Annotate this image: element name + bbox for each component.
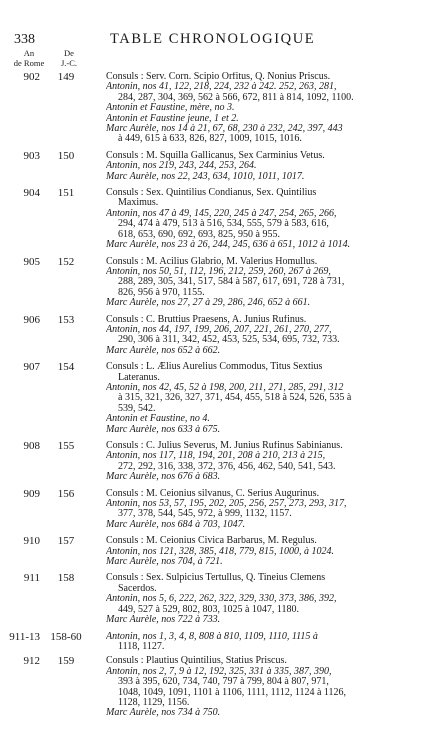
reference-line: 284, 287, 304, 369, 562 à 566, 672, 811 à 814, 1092, 1100. <box>118 92 354 103</box>
year-jc: 152 <box>57 255 75 268</box>
chronology-entry <box>0 489 446 531</box>
year-jc: 158 <box>57 572 75 585</box>
consuls-line: Consuls : Plautius Quintilius, Statius Priscus. <box>106 656 287 667</box>
reference-line: Sacerdos. <box>118 583 157 594</box>
reference-line: Antonin et Faustine jeune, 1 et 2. <box>106 113 239 124</box>
reference-line: 290, 306 à 311, 342, 452, 453, 525, 534, 695, 732, 733. <box>118 335 340 346</box>
entry-text <box>106 536 428 567</box>
reference-line: Antonin, nos 1, 3, 4, 8, 808 à 810, 1109, 1110, 1115 à <box>106 631 318 642</box>
entry-text <box>106 151 428 182</box>
column-header-rome: An de Rome <box>13 48 45 68</box>
reference-line: Antonin, nos 117, 118, 194, 201, 208 à 210, 213 à 215, <box>106 451 326 462</box>
entry-text <box>106 72 428 145</box>
page-number: 338 <box>14 32 35 47</box>
year-jc: 155 <box>57 440 75 452</box>
reference-line: Marc Aurèle, nos 722 à 733. <box>106 615 221 626</box>
reference-line: Marc Aurèle, nos 27, 27 à 29, 286, 246, 652 à 661. <box>106 298 311 309</box>
consuls-line: Consuls : M. Acilius Glabrio, M. Valerius Homullus. <box>106 256 318 267</box>
reference-line: Marc Aurèle, nos 676 à 683. <box>106 472 221 483</box>
consuls-line: Consuls : C. Julius Severus, M. Junius Rufinus Sabinianus. <box>106 441 343 451</box>
reference-line: Marc Aurèle, nos 23 à 26, 244, 245, 636 à 651, 1012 à 1014. <box>106 240 351 251</box>
year-jc: 156 <box>57 487 75 500</box>
consuls-line: Consuls : M. Ceionius silvanus, C. Serius Augurinus. <box>106 488 320 499</box>
reference-line: 618, 653, 690, 692, 693, 825, 950 à 955. <box>118 229 280 240</box>
reference-line: Antonin, nos 50, 51, 112, 196, 212, 259, 260, 267 à 269, <box>106 266 331 277</box>
chronology-entry <box>0 188 446 250</box>
consuls-line: Consuls : M. Squilla Gallicanus, Sex Carminius Vetus. <box>106 150 325 161</box>
reference-line: à 449, 615 à 633, 826, 827, 1009, 1015, 1016. <box>118 134 302 145</box>
year-rome: 909 <box>23 487 40 500</box>
chronology-entry <box>0 151 446 182</box>
entry-text <box>106 315 428 357</box>
reference-line: Maximus. <box>118 198 159 209</box>
entry-text <box>106 257 428 309</box>
year-rome: 904 <box>23 187 40 200</box>
chronology-entry <box>0 315 446 357</box>
reference-line: 377, 378, 544, 545, 972, à 999, 1132, 1157. <box>118 509 292 520</box>
year-jc: 153 <box>57 313 75 326</box>
consuls-line: Consuls : C. Bruttius Praesens, A. Junius Rufinus. <box>106 314 307 325</box>
year-rome: 911 <box>23 572 40 585</box>
consuls-line: Consuls : Sex. Sulpicius Tertullus, Q. Tineius Clemens <box>106 573 326 584</box>
reference-line: 294, 474 à 479, 513 à 516, 534, 555, 579 à 583, 616, <box>118 219 329 230</box>
year-jc: 157 <box>57 535 75 548</box>
page-header <box>14 32 434 48</box>
reference-line: 288, 289, 305, 341, 517, 584 à 587, 617, 691, 728 à 731, <box>118 277 345 288</box>
entry-text <box>106 441 428 483</box>
reference-line: 449, 527 à 529, 802, 803, 1025 à 1047, 1180. <box>118 604 300 615</box>
reference-line: Antonin, nos 219, 243, 244, 253, 264. <box>106 161 257 172</box>
reference-line: Antonin, nos 2, 7, 9 à 12, 192, 325, 331 à 335, 387, 390, <box>106 666 332 677</box>
entry-text <box>106 362 428 435</box>
reference-line: 826, 956 à 970, 1155. <box>118 287 205 298</box>
chronology-entry <box>0 441 446 483</box>
year-jc: 159 <box>57 655 75 668</box>
column-header-jc: De J.-C. <box>60 48 78 68</box>
chronology-entry <box>0 257 446 309</box>
chronology-entry <box>0 573 446 625</box>
consuls-line: Consuls : Sex. Quintilius Condianus, Sex. Quintilius <box>106 188 317 199</box>
reference-line: Marc Aurèle, nos 652 à 662. <box>106 345 221 356</box>
entry-text <box>106 489 428 531</box>
reference-line: Marc Aurèle, nos 704, à 721. <box>106 557 223 568</box>
year-rome: 906 <box>23 313 40 326</box>
year-rome: 902 <box>23 71 40 83</box>
reference-line: Marc Aurèle, nos 22, 243, 634, 1010, 1011, 1017. <box>106 171 305 182</box>
reference-line: Marc Aurèle, nos 684 à 703, 1047. <box>106 519 246 530</box>
chronology-entry <box>0 536 446 567</box>
year-rome: 910 <box>23 535 40 548</box>
chronology-entry <box>0 72 446 145</box>
year-jc: 154 <box>57 361 75 374</box>
year-jc: 158-60 <box>50 630 82 643</box>
year-jc: 151 <box>57 187 75 200</box>
chronology-entry <box>0 656 446 718</box>
year-rome: 912 <box>23 655 40 668</box>
reference-line: Antonin et Faustine, mère, no 3. <box>106 103 235 114</box>
reference-line: 1118, 1127. <box>118 641 165 652</box>
year-jc: 150 <box>57 149 75 162</box>
reference-line: Marc Aurèle, nos 14 à 21, 67, 68, 230 à 232, 242, 397, 443 <box>106 124 343 135</box>
reference-line: Antonin, nos 5, 6, 222, 262, 322, 329, 330, 373, 386, 392, <box>106 594 337 605</box>
reference-line: 1048, 1049, 1091, 1101 à 1106, 1111, 1112, 1124 à 1126, <box>118 687 347 698</box>
entry-text <box>106 632 428 653</box>
chronology-list <box>0 72 446 719</box>
reference-line: Antonin, nos 53, 57, 195, 202, 205, 256, 257, 273, 293, 317, <box>106 499 347 510</box>
reference-line: 393 à 395, 620, 734, 740, 797 à 799, 804 à 807, 971, <box>118 677 329 688</box>
consuls-line: Consuls : M. Ceionius Civica Barbarus, M. Regulus. <box>106 536 317 547</box>
chronology-entry <box>0 362 446 435</box>
column-headers <box>6 49 116 71</box>
year-jc: 149 <box>57 71 75 83</box>
reference-line: 539, 542. <box>118 403 156 414</box>
year-rome: 907 <box>23 361 40 374</box>
entry-text <box>106 188 428 250</box>
reference-line: Marc Aurèle, nos 734 à 750. <box>106 708 221 719</box>
reference-line: Antonin, nos 121, 328, 385, 418, 779, 815, 1000, à 1024. <box>106 546 335 557</box>
reference-line: 1128, 1129, 1156. <box>118 697 190 708</box>
year-rome: 903 <box>23 149 40 162</box>
reference-line: Antonin et Faustine, no 4. <box>106 414 210 425</box>
consuls-line: Consuls : Serv. Corn. Scipio Orfitus, Q. Nonius Priscus. <box>106 72 331 82</box>
consuls-line: Consuls : L. Ælius Aurelius Commodus, Titus Sextius <box>106 362 323 373</box>
reference-line: Lateranus. <box>118 372 160 383</box>
reference-line: Antonin, nos 41, 122, 218, 224, 232 à 242. 252, 263, 281, <box>106 82 337 93</box>
chronology-entry <box>0 632 446 653</box>
reference-line: à 315, 321, 326, 327, 371, 454, 455, 518 à 524, 526, 535 à <box>118 393 352 404</box>
reference-line: 272, 292, 316, 338, 372, 376, 456, 462, 540, 541, 543. <box>118 461 336 472</box>
entry-text <box>106 656 428 718</box>
reference-line: Antonin, nos 42, 45, 52 à 198, 200, 211, 271, 285, 291, 312 <box>106 382 344 393</box>
year-rome: 905 <box>23 255 40 268</box>
year-rome: 908 <box>23 440 40 452</box>
reference-line: Marc Aurèle, nos 633 à 675. <box>106 424 221 435</box>
entry-text <box>106 573 428 625</box>
page-title: TABLE CHRONOLOGIQUE <box>110 31 316 47</box>
reference-line: Antonin, nos 44, 197, 199, 206, 207, 221, 261, 270, 277, <box>106 324 332 335</box>
reference-line: Antonin, nos 47 à 49, 145, 220, 245 à 247, 254, 265, 266, <box>106 208 337 219</box>
year-rome: 911-13 <box>9 630 40 643</box>
